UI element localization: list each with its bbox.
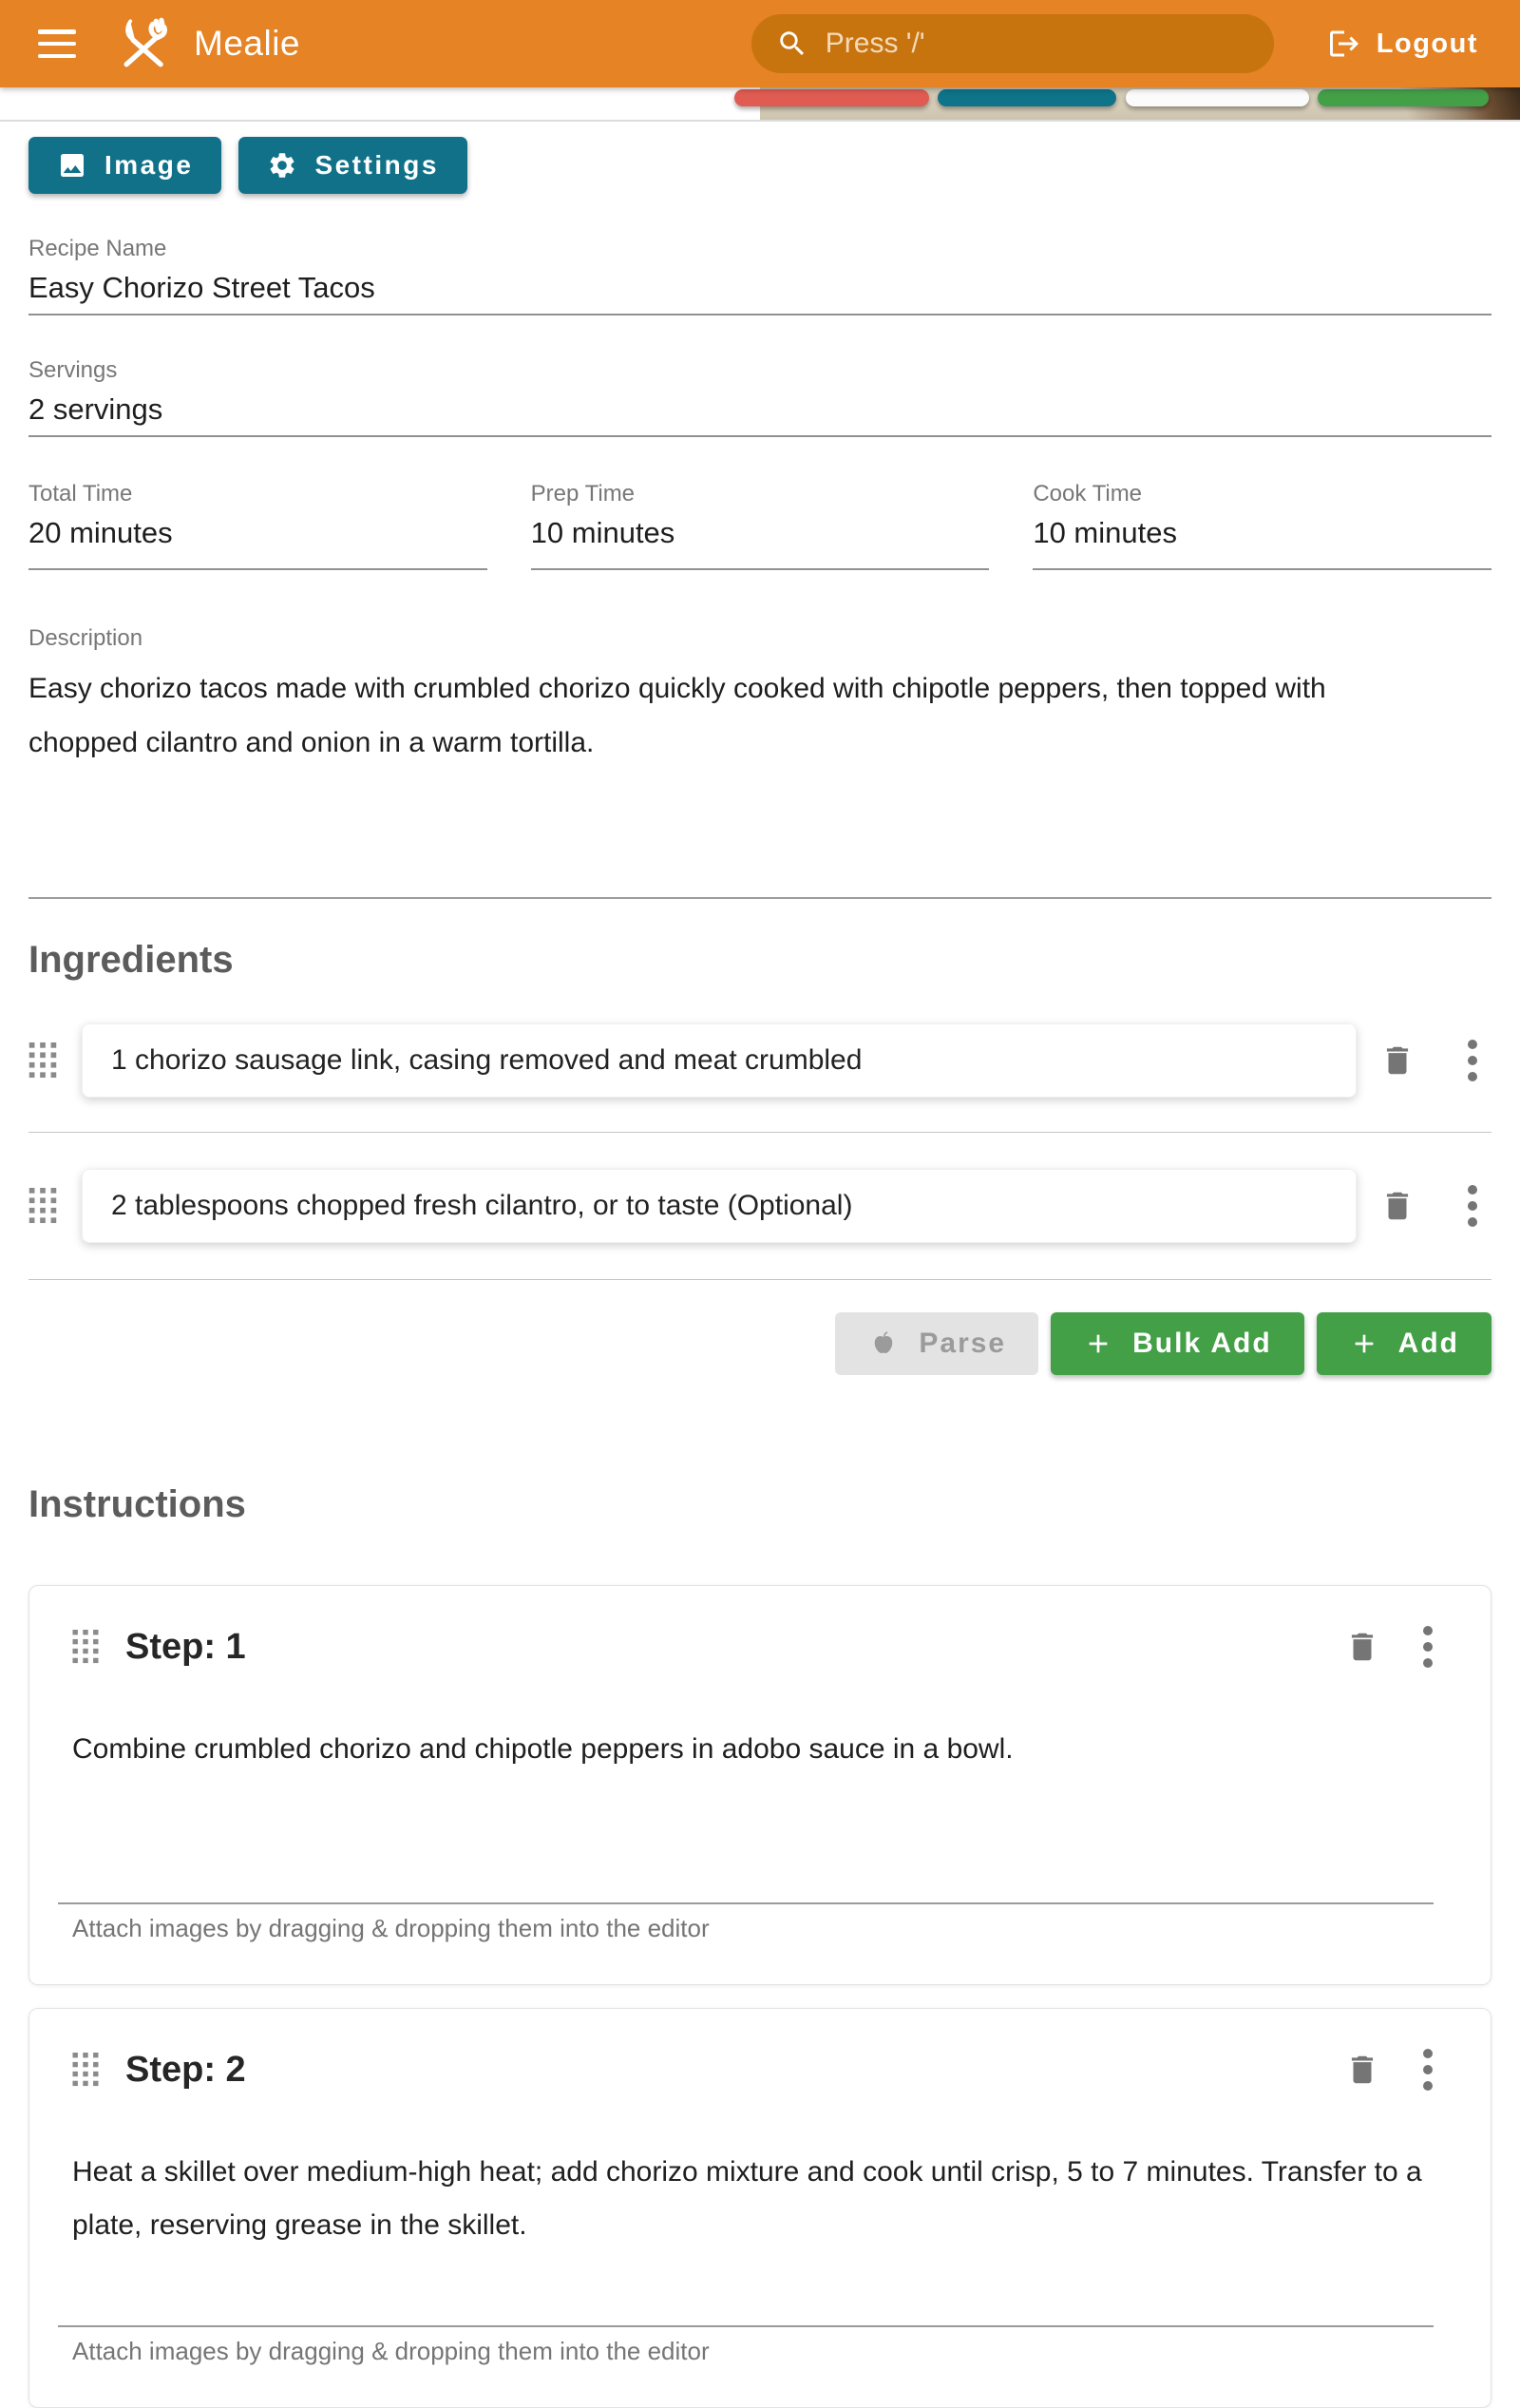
prep-time-value[interactable]: 10 minutes [531, 513, 990, 570]
ingredient-divider [28, 1132, 1492, 1133]
step-menu-button[interactable] [1422, 1625, 1434, 1669]
action-button-red[interactable] [734, 89, 929, 106]
trash-icon [1344, 1629, 1380, 1665]
search-placeholder: Press '/' [825, 28, 925, 59]
editor-divider [58, 2325, 1434, 2327]
kebab-icon [1467, 1039, 1478, 1082]
instructions-heading: Instructions [28, 1483, 246, 1525]
image-button-label: Image [104, 150, 194, 180]
servings-label: Servings [28, 357, 118, 383]
servings-value[interactable]: 2 servings [28, 390, 1492, 437]
app-bar [0, 0, 1520, 87]
cook-time-field[interactable] [1033, 481, 1492, 570]
bulk-add-button-label: Bulk Add [1132, 1328, 1272, 1359]
ingredient-row [28, 1023, 1492, 1098]
add-button-label: Add [1397, 1328, 1459, 1359]
cook-time-value[interactable]: 10 minutes [1033, 513, 1492, 570]
delete-ingredient-button[interactable] [1379, 1188, 1416, 1224]
plus-icon [1349, 1328, 1379, 1359]
logout-label: Logout [1376, 28, 1478, 59]
step-text-editor[interactable]: Combine crumbled chorizo and chipotle peppers in adobo sauce in a bowl. [72, 1733, 1014, 1765]
ingredient-row [28, 1169, 1492, 1243]
editor-toolbar [28, 137, 1492, 194]
plus-icon [1083, 1328, 1113, 1359]
trash-icon [1379, 1042, 1416, 1079]
add-button[interactable] [1317, 1312, 1492, 1375]
step-header [72, 1620, 1434, 1673]
step-title: Step: 2 [125, 2049, 246, 2090]
step-menu-button[interactable] [1422, 2048, 1434, 2092]
trash-icon [1379, 1188, 1416, 1224]
settings-button[interactable] [238, 137, 466, 194]
cook-time-label: Cook Time [1033, 481, 1143, 506]
recipe-editor [0, 137, 1520, 2408]
delete-step-button[interactable] [1344, 1629, 1380, 1665]
prep-time-field[interactable] [531, 481, 990, 570]
settings-button-label: Settings [314, 150, 439, 180]
times-row [28, 481, 1492, 570]
picture-icon [57, 150, 87, 181]
action-button-green[interactable] [1318, 89, 1489, 106]
ingredient-menu-button[interactable] [1467, 1039, 1478, 1082]
bulk-add-button[interactable] [1051, 1312, 1304, 1375]
total-time-label: Total Time [28, 481, 133, 506]
kebab-icon [1422, 1625, 1434, 1669]
instruction-step-card [28, 1585, 1492, 1985]
search-input[interactable] [751, 14, 1274, 73]
image-button[interactable] [28, 137, 221, 194]
menu-icon[interactable] [38, 29, 76, 58]
instruction-step-card [28, 2008, 1492, 2408]
delete-step-button[interactable] [1344, 2052, 1380, 2088]
description-label: Description [28, 625, 143, 651]
attach-images-note: Attach images by dragging & dropping them into the editor [72, 2337, 710, 2365]
servings-field[interactable] [28, 357, 1492, 437]
drag-grid-icon[interactable] [28, 1042, 57, 1079]
drag-grid-icon[interactable] [72, 1630, 99, 1664]
total-time-field[interactable] [28, 481, 487, 570]
parse-button-label: Parse [919, 1328, 1007, 1359]
app-title: Mealie [194, 24, 300, 63]
ingredient-menu-button[interactable] [1467, 1184, 1478, 1228]
logout-button[interactable] [1327, 27, 1478, 61]
action-button-teal[interactable] [938, 89, 1116, 106]
ingredient-input[interactable] [82, 1023, 1357, 1098]
step-header [72, 2043, 1434, 2096]
kebab-icon [1467, 1184, 1478, 1228]
prep-time-label: Prep Time [530, 481, 636, 506]
parse-button[interactable] [835, 1312, 1038, 1375]
gear-icon [267, 150, 297, 181]
section-divider [28, 897, 1492, 899]
hero-strip [0, 87, 1520, 122]
description-value[interactable]: Easy chorizo tacos made with crumbled chorizo quickly cooked with chipotle peppers, then topped with chopped cilantro and onion in a warm tortilla. [28, 673, 1326, 758]
total-time-value[interactable]: 20 minutes [28, 513, 487, 570]
recipe-name-field[interactable] [28, 236, 1492, 315]
drag-grid-icon[interactable] [72, 2053, 99, 2087]
ingredient-actions [28, 1312, 1492, 1375]
ingredient-input[interactable] [82, 1169, 1357, 1243]
recipe-name-value[interactable]: Easy Chorizo Street Tacos [28, 268, 1492, 315]
apple-icon [867, 1328, 900, 1360]
logout-icon [1327, 27, 1361, 61]
action-button-white[interactable] [1126, 89, 1309, 106]
attach-images-note: Attach images by dragging & dropping them into the editor [72, 1914, 710, 1942]
delete-ingredient-button[interactable] [1379, 1042, 1416, 1079]
trash-icon [1344, 2052, 1380, 2088]
editor-divider [58, 1902, 1434, 1904]
drag-grid-icon[interactable] [28, 1188, 57, 1224]
step-title: Step: 1 [125, 1626, 246, 1667]
mealie-logo-icon[interactable] [116, 16, 171, 71]
ingredient-divider [28, 1279, 1492, 1280]
ingredients-heading: Ingredients [28, 939, 234, 981]
kebab-icon [1422, 2048, 1434, 2092]
step-text-editor[interactable]: Heat a skillet over medium-high heat; add chorizo mixture and cook until crisp, 5 to 7 minutes. Transfer to a plate, reserving grease in the skillet. [72, 2156, 1422, 2241]
recipe-name-label: Recipe Name [28, 236, 167, 261]
description-field[interactable] [28, 625, 1492, 770]
search-icon [776, 28, 808, 60]
